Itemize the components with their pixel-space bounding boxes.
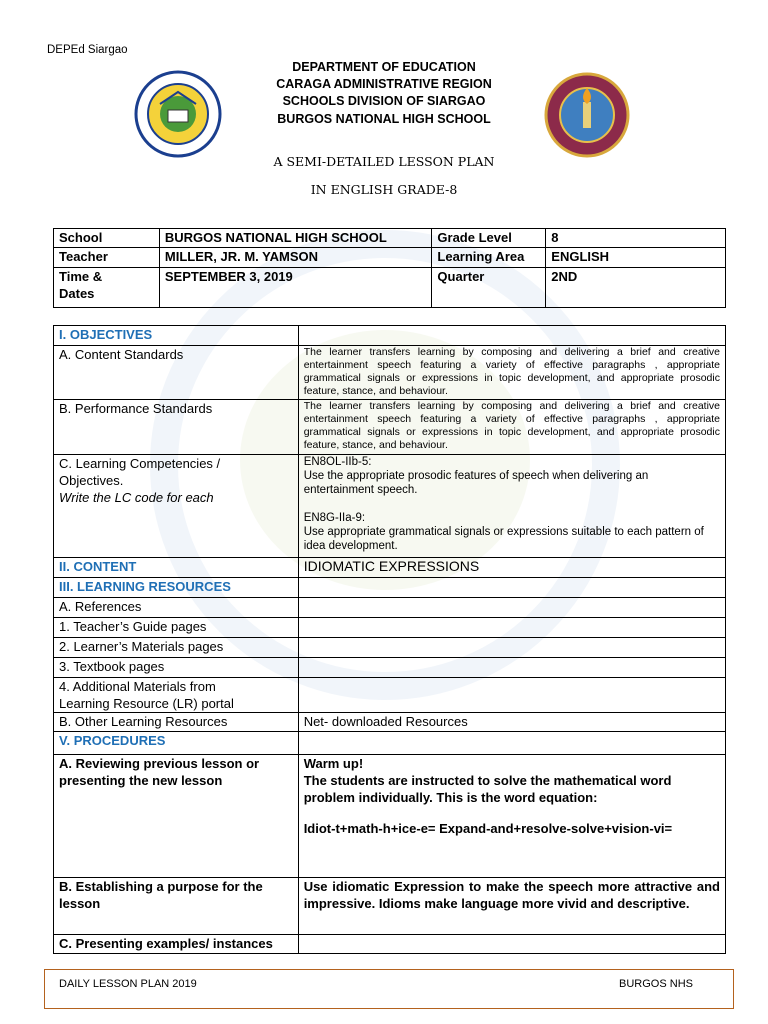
examples-label: C. Presenting examples/ instances bbox=[54, 935, 299, 954]
footer-right: BURGOS NHS bbox=[619, 978, 693, 990]
time-dates-label: Time & Dates bbox=[54, 268, 160, 308]
content-standards-label: A. Content Standards bbox=[54, 346, 299, 400]
performance-standards-text: The learner transfers learning by composing and delivering a brief and creative entertainment speech featuring a variety of effective paragraphs , appropriate grammatical signals or expressions in topic development, and appropriate prosodic feature, stance, and behaviour. bbox=[298, 400, 725, 455]
warmup-cell: Warm up! The students are instructed to solve the mathematical word problem individually. This is the word equation: Idiot-t+math-h+ice-e= Expand-and+resolve-solve+vision-vi= bbox=[298, 755, 725, 878]
info-table bbox=[53, 228, 726, 308]
competencies-text: EN8OL-IIb-5: Use the appropriate prosodic features of speech when delivering an entertainment speech. EN8G-IIa-9: Use appropriate grammatical signals or expressions suitable to each pattern of idea development. bbox=[298, 455, 725, 558]
purpose-label: B. Establishing a purpose for the lesson bbox=[54, 878, 299, 935]
lesson-plan-subtitle: IN ENGLISH GRADE-8 bbox=[310, 182, 458, 197]
teacher-value: MILLER, JR. M. YAMSON bbox=[159, 248, 432, 268]
textbook-pages-label: 3. Textbook pages bbox=[54, 658, 299, 678]
header-department: DEPARTMENT OF EDUCATION bbox=[292, 60, 476, 74]
performance-standards-label: B. Performance Standards bbox=[54, 400, 299, 455]
objectives-heading: I. OBJECTIVES bbox=[54, 326, 299, 346]
competencies-label: C. Learning Competencies / Objectives. Write the LC code for each bbox=[54, 455, 299, 558]
references-label: A. References bbox=[54, 598, 299, 618]
header-division: SCHOOLS DIVISION OF SIARGAO bbox=[282, 94, 486, 108]
purpose-text: Use idiomatic Expression to make the speech more attractive and impressive. Idioms make language more vivid and descriptive. bbox=[298, 878, 725, 935]
additional-materials-label: 4. Additional Materials from Learning Resource (LR) portal bbox=[54, 678, 299, 713]
teacher-label: Teacher bbox=[54, 248, 160, 268]
grade-value: 8 bbox=[546, 229, 726, 248]
footer-left: DAILY LESSON PLAN 2019 bbox=[59, 978, 197, 990]
procedures-heading: V. PROCEDURES bbox=[54, 732, 299, 755]
time-value: SEPTEMBER 3, 2019 bbox=[159, 268, 432, 308]
lesson-plan-title: A SEMI-DETAILED LESSON PLAN bbox=[273, 154, 495, 169]
resources-heading: III. LEARNING RESOURCES bbox=[54, 578, 299, 598]
footer-bar bbox=[44, 969, 734, 1009]
tg-pages-label: 1. Teacher’s Guide pages bbox=[54, 618, 299, 638]
content-heading: II. CONTENT bbox=[54, 558, 299, 578]
review-label: A. Reviewing previous lesson or presenting the new lesson bbox=[54, 755, 299, 878]
school-value: BURGOS NATIONAL HIGH SCHOOL bbox=[159, 229, 432, 248]
header-school: BURGOS NATIONAL HIGH SCHOOL bbox=[277, 112, 491, 126]
area-label: Learning Area bbox=[432, 248, 546, 268]
grade-label: Grade Level bbox=[432, 229, 546, 248]
quarter-value: 2ND bbox=[546, 268, 726, 308]
lm-pages-label: 2. Learner’s Materials pages bbox=[54, 638, 299, 658]
other-resources-label: B. Other Learning Resources bbox=[54, 713, 299, 732]
school-label: School bbox=[54, 229, 160, 248]
area-value: ENGLISH bbox=[546, 248, 726, 268]
content-value: IDIOMATIC EXPRESSIONS bbox=[298, 558, 725, 578]
content-standards-text: The learner transfers learning by composing and delivering a brief and creative entertainment speech featuring a variety of effective paragraphs , appropriate grammatical signals or expressions in topic development, and appropriate prosodic feature, stance, and behaviour. bbox=[298, 346, 725, 400]
lesson-plan-table bbox=[53, 325, 726, 954]
header-region: CARAGA ADMINISTRATIVE REGION bbox=[276, 77, 492, 91]
other-resources-value: Net- downloaded Resources bbox=[298, 713, 725, 732]
quarter-label: Quarter bbox=[432, 268, 546, 308]
depeD-label: DEPEd Siargao bbox=[47, 44, 128, 56]
